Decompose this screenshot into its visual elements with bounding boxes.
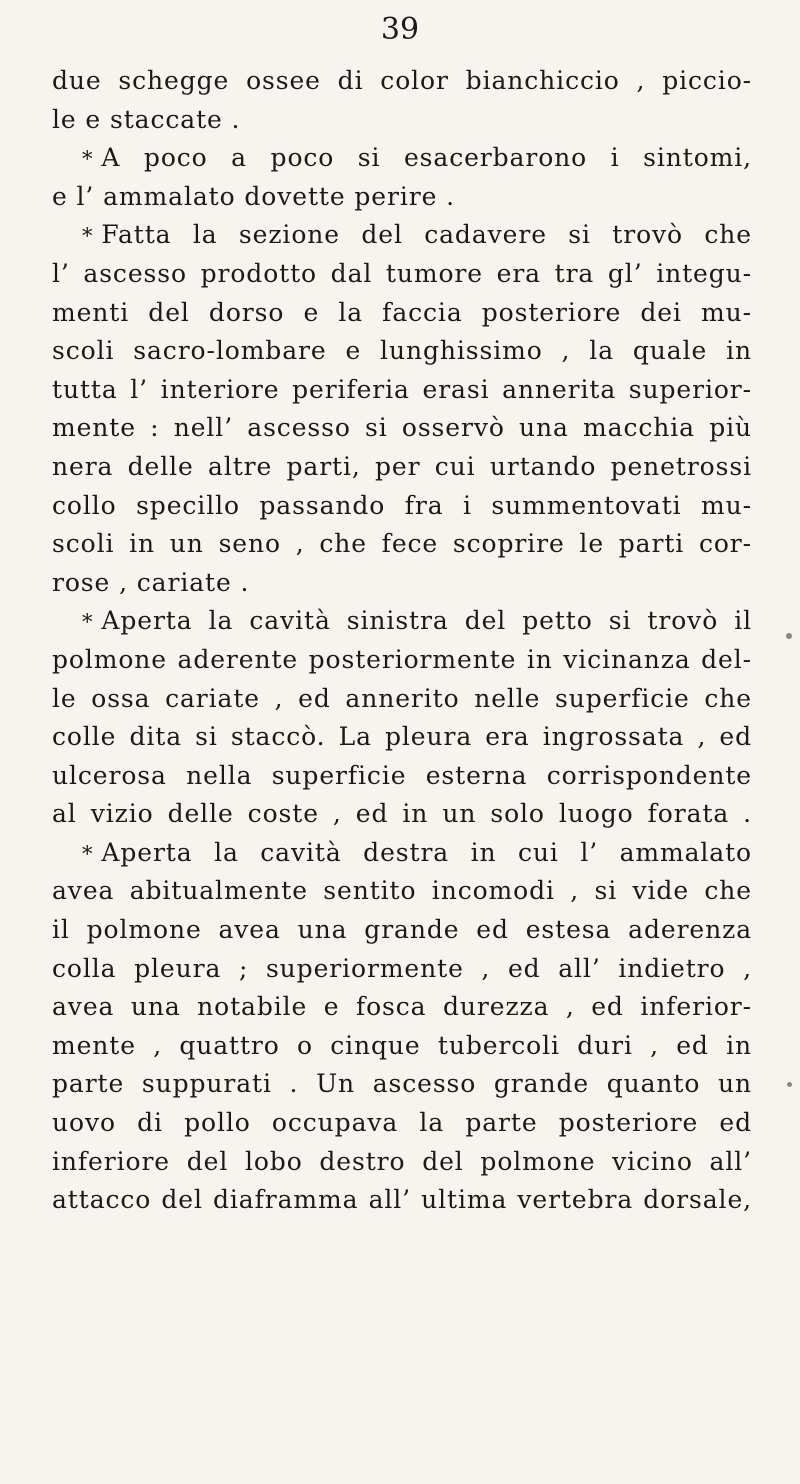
text-line: e l’ ammalato dovette perire . bbox=[52, 181, 455, 211]
text-line: le ossa cariate , ed annerito nelle superficie che bbox=[52, 683, 752, 713]
asterisk-mark: * bbox=[82, 841, 94, 866]
text-line: colle dita si staccò. La pleura era ingrossata , ed bbox=[52, 722, 752, 752]
text-line: il polmone avea una grande ed estesa aderenza bbox=[52, 915, 752, 945]
text-line: avea una notabile e fosca durezza , ed inferior- bbox=[52, 992, 752, 1022]
text-line: tutta l’ interiore periferia erasi annerita superior- bbox=[52, 374, 752, 404]
text-line: nera delle altre parti, per cui urtando penetrossi bbox=[52, 451, 752, 481]
text-line: menti del dorso e la faccia posteriore dei mu- bbox=[52, 297, 752, 327]
text-line: l’ ascesso prodotto dal tumore era tra gl’ integu- bbox=[52, 258, 752, 288]
text-line: inferiore del lobo destro del polmone vicino all’ bbox=[52, 1146, 752, 1176]
text-line: polmone aderente posteriormente in vicinanza del- bbox=[52, 644, 752, 674]
text-line: ulcerosa nella superficie esterna corrispondente bbox=[52, 760, 752, 790]
text-line: * A poco a poco si esacerbarono i sintomi, bbox=[82, 143, 752, 173]
text-line: mente , quattro o cinque tubercoli duri , ed in bbox=[52, 1030, 752, 1060]
text-line: le e staccate . bbox=[52, 104, 241, 134]
page-number: 39 bbox=[380, 12, 420, 47]
paper-speck bbox=[787, 1082, 792, 1087]
text-line: al vizio delle coste , ed in un solo luogo forata . bbox=[52, 799, 752, 829]
text-line: * Fatta la sezione del cadavere si trovò che bbox=[82, 220, 752, 250]
text-line: * Aperta la cavità destra in cui l’ ammalato bbox=[82, 837, 752, 867]
body-text bbox=[52, 62, 752, 1220]
text-line: mente : nell’ ascesso si osservò una macchia più bbox=[52, 413, 752, 443]
text-line: * Aperta la cavità sinistra del petto si trovò il bbox=[82, 606, 752, 636]
text-line: collo specillo passando fra i summentovati mu- bbox=[52, 490, 752, 520]
asterisk-mark: * bbox=[82, 224, 94, 249]
text-line: parte suppurati . Un ascesso grande quanto un bbox=[52, 1069, 752, 1099]
text-line: uovo di pollo occupava la parte posteriore ed bbox=[52, 1108, 752, 1138]
text-line: avea abitualmente sentito incomodi , si vide che bbox=[52, 876, 752, 906]
asterisk-mark: * bbox=[82, 147, 94, 172]
text-line: due schegge ossee di color bianchiccio , piccio- bbox=[52, 66, 752, 95]
text-line: attacco del diaframma all’ ultima vertebra dorsale, bbox=[52, 1185, 752, 1215]
text-line: scoli in un seno , che fece scoprire le parti cor- bbox=[52, 529, 752, 559]
text-line: scoli sacro-lombare e lunghissimo , la quale in bbox=[52, 336, 752, 366]
paper-speck bbox=[786, 633, 792, 639]
text-line: colla pleura ; superiormente , ed all’ indietro , bbox=[52, 953, 752, 983]
asterisk-mark: * bbox=[82, 610, 94, 635]
text-line: rose , cariate . bbox=[52, 567, 250, 597]
